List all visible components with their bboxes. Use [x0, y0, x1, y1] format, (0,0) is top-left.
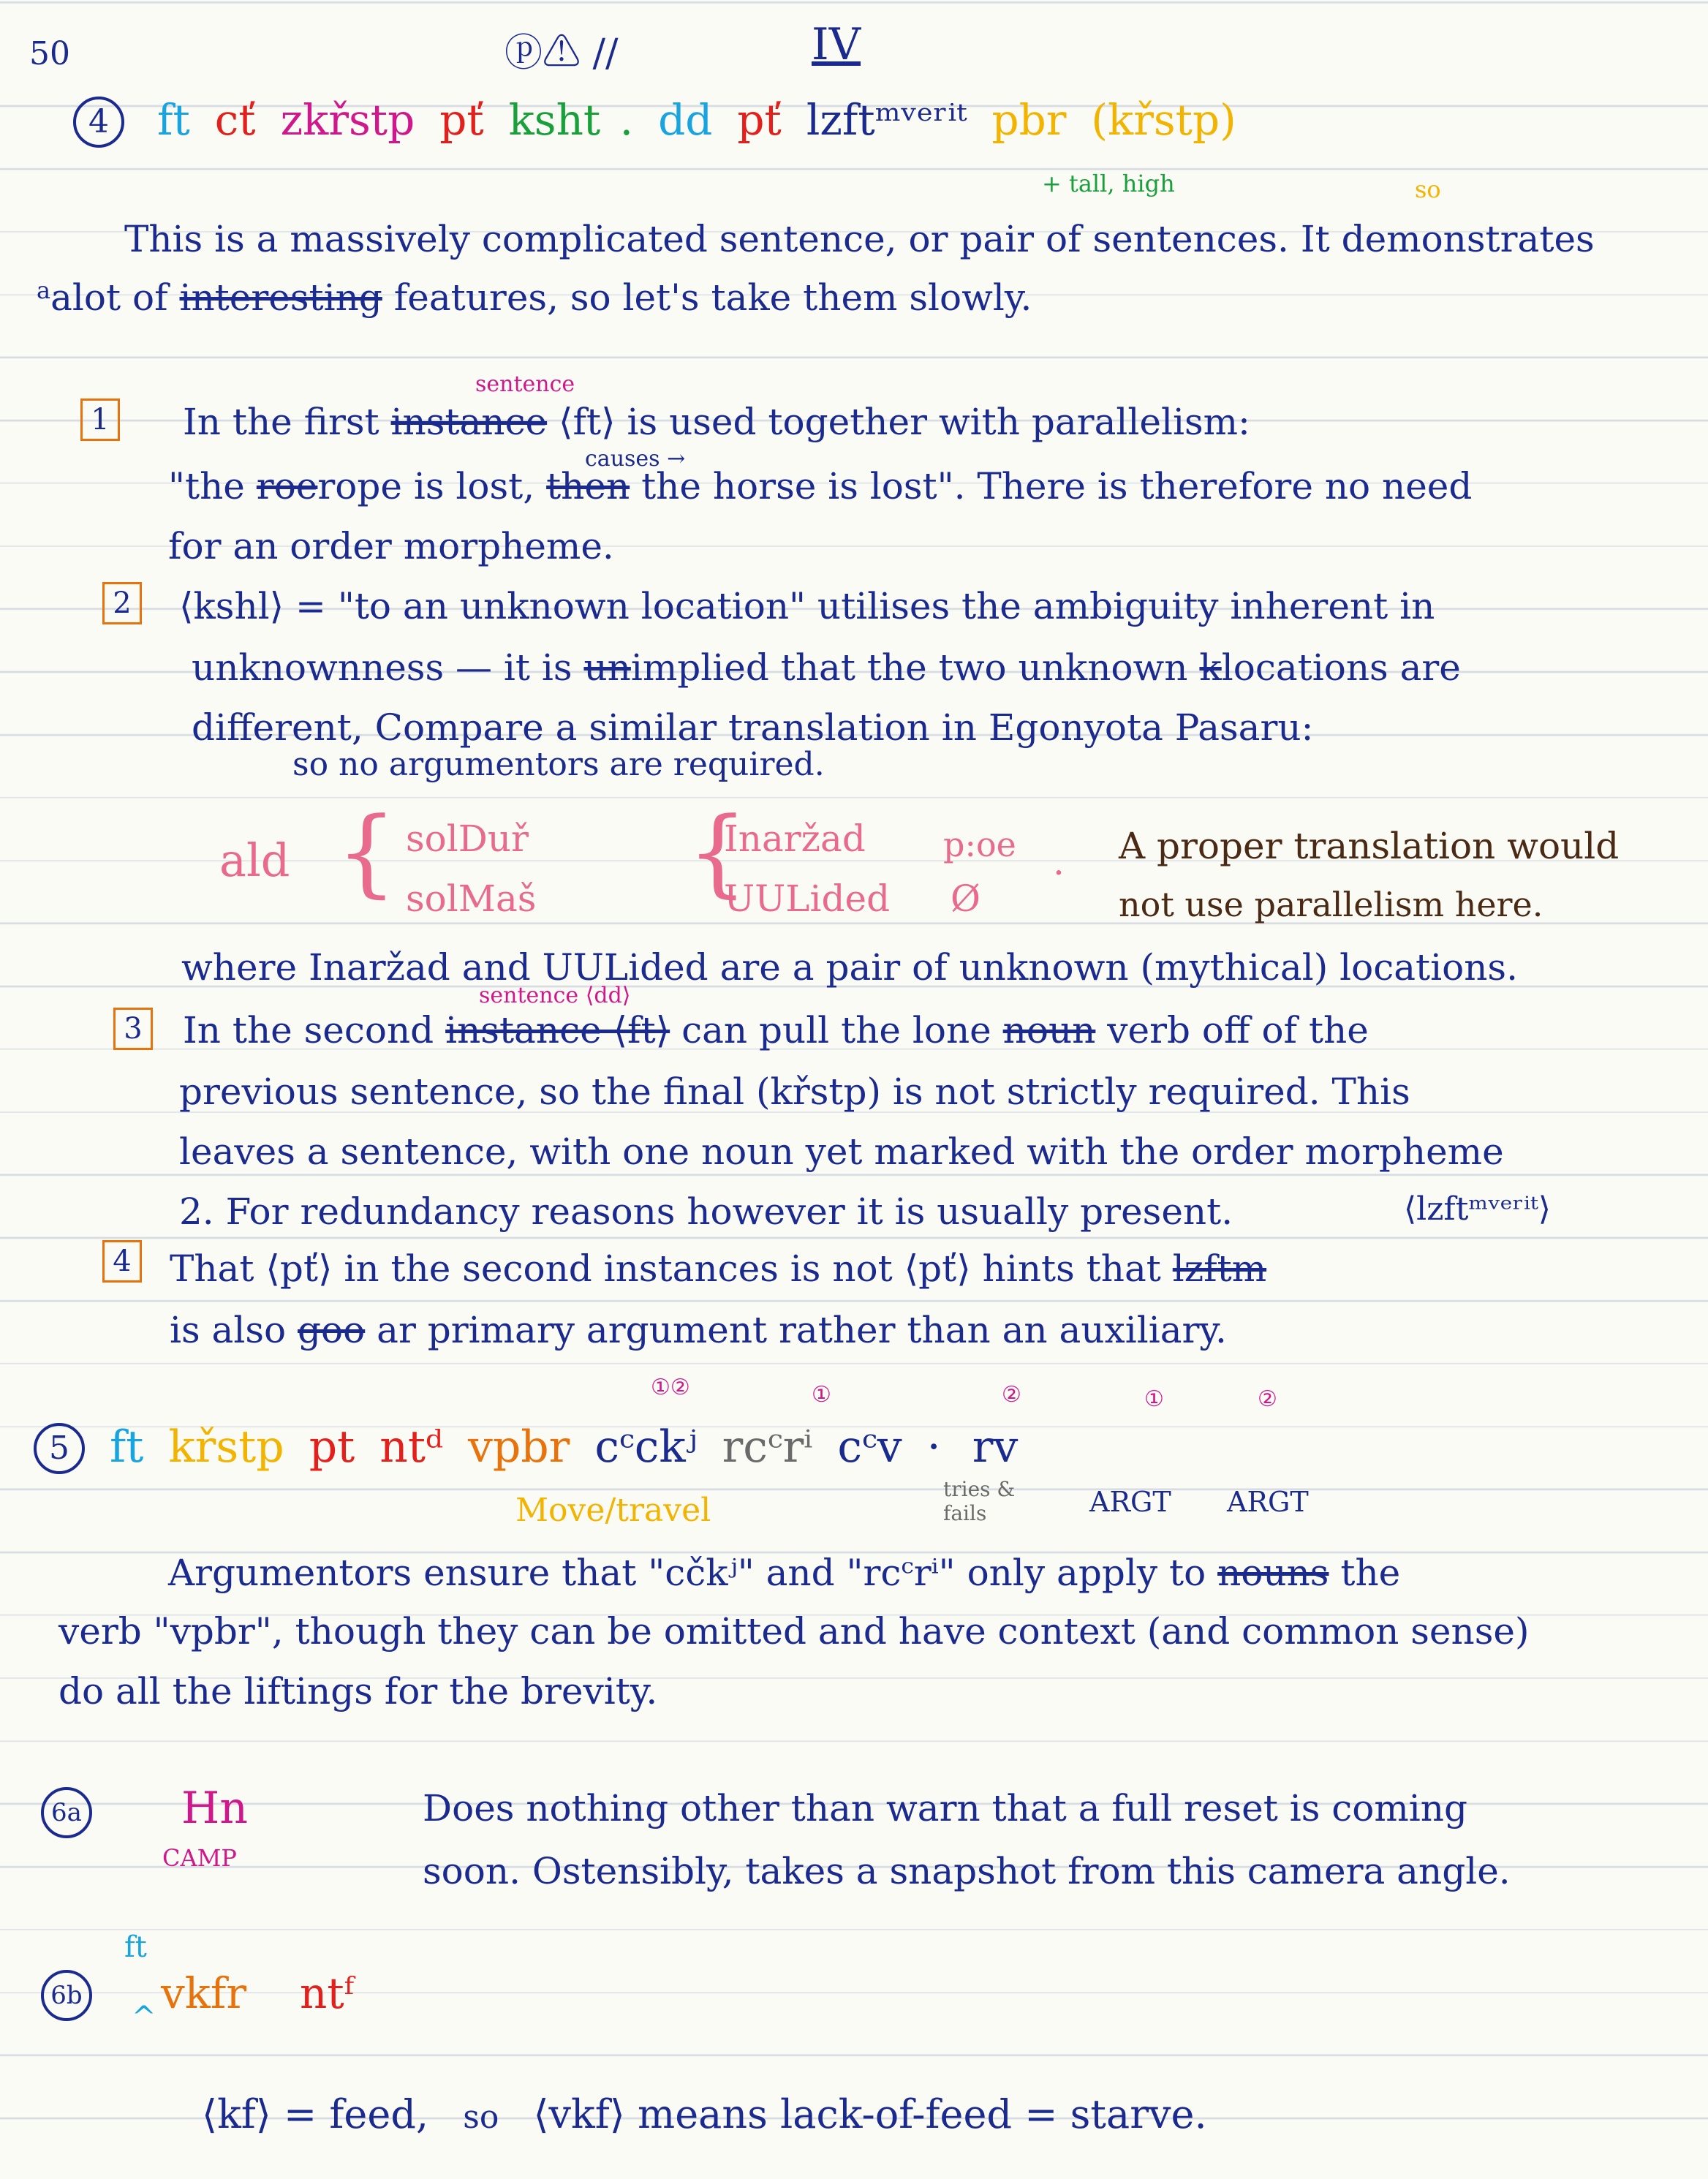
- note-tall-high: + tall, high: [1042, 170, 1175, 197]
- ex4-word-7: pť: [737, 95, 782, 145]
- ego-brace-2: {: [687, 796, 748, 907]
- ego-where: where Inaržad and UULided are a pair of unknown (mythical) locations.: [181, 946, 1518, 989]
- p1-line-2: "the roerope is lost, then the horse is lost". There is therefore no need: [168, 465, 1473, 507]
- p2-line-1: ⟨kshl⟩ = "to an unknown location" utilises the ambiguity inherent in: [179, 585, 1435, 627]
- ex5-word-3: pt: [309, 1421, 355, 1473]
- example-6a-number: 6a: [41, 1787, 92, 1838]
- ego-p2: Ø: [951, 877, 980, 920]
- ego-note-2: not use parallelism here.: [1119, 885, 1543, 924]
- ex6b-caret: ^: [132, 2001, 156, 2034]
- ex4-word-2: cť: [214, 95, 256, 145]
- ex5-text-1: Argumentors ensure that "cčkʲ" and "rcᶜrⁱ" only apply to nouns the: [168, 1552, 1401, 1594]
- p3-note-lzft: ⟨lzftᵐᵛᵉʳⁱᵗ⟩: [1404, 1190, 1551, 1228]
- point-3-marker: 3: [113, 1008, 153, 1050]
- point-1-marker: 1: [80, 399, 120, 441]
- intro-line-2: $^a$alot of interesting features, so let's take them slowly.: [37, 276, 1032, 319]
- ego-sol-1: solDuř: [406, 817, 529, 860]
- ego-dot: .: [1053, 841, 1065, 883]
- point-4-marker: 4: [102, 1240, 142, 1283]
- ex5-text-3: do all the liftings for the brevity.: [58, 1670, 658, 1712]
- ex5-mark-4: ①: [1144, 1386, 1164, 1412]
- ex5-mark-1: ①②: [651, 1375, 690, 1400]
- ego-brace-1: {: [336, 796, 397, 907]
- p2-line-2: unknownness — it is unimplied that the two unknown klocations are: [192, 646, 1461, 689]
- p4-line-2: is also goo ar primary argument rather than an auxiliary.: [170, 1309, 1227, 1351]
- p1-line-3: for an order morpheme.: [168, 525, 614, 567]
- example-6b-number: 6b: [41, 1970, 92, 2021]
- ex6b-word-1: vkfr: [161, 1968, 247, 2018]
- ex5-tries-fails: tries & fails: [943, 1477, 1016, 1525]
- ex5-word-7: rcᶜrⁱ: [722, 1421, 813, 1473]
- ex5-argt-1: ARGT: [1089, 1486, 1171, 1518]
- p3-above: sentence ⟨dd⟩: [479, 983, 631, 1008]
- p2-line-3: different, Compare a similar translation in Egonyota Pasaru:: [192, 706, 1314, 749]
- ex5-mark-3: ②: [1002, 1382, 1021, 1408]
- ego-ald: ald: [219, 834, 290, 887]
- ex5-move-travel: Move/travel: [515, 1492, 711, 1529]
- point-2-marker: 2: [102, 582, 142, 624]
- ex5-word-8: cᶜv: [837, 1421, 902, 1473]
- ex4-word-8: lzftᵐᵛᵉʳⁱᵗ: [806, 95, 967, 145]
- p1-line-1: In the first instance ⟨ft⟩ is used together with parallelism:: [183, 401, 1250, 443]
- p4-line-1: That ⟨pť⟩ in the second instances is not ⟨pť⟩ hints that lzftm: [170, 1247, 1267, 1290]
- p3-line-4: 2. For redundancy reasons however it is usually present.: [179, 1190, 1233, 1233]
- ex5-word-6: cᶜckʲ: [594, 1421, 698, 1473]
- ex6a-word: Hn: [181, 1783, 248, 1834]
- ex6b-top-ft: ft: [124, 1930, 147, 1964]
- ex6a-text-1: Does nothing other than warn that a full reset is coming: [423, 1787, 1467, 1829]
- ex4-word-10: (křstp): [1091, 95, 1236, 145]
- p3-line-2: previous sentence, so the final (křstp) is not strictly required. This: [179, 1070, 1410, 1113]
- ex4-word-6: dd: [658, 95, 713, 145]
- note-so: so: [1415, 175, 1441, 203]
- p1-above-sentence: sentence: [475, 371, 575, 397]
- ex5-mark-5: ②: [1258, 1386, 1277, 1412]
- ex5-word-9: · rv: [926, 1421, 1019, 1473]
- intro-line-1: This is a massively complicated sentence, or pair of sentences. It demonstrates: [124, 218, 1595, 260]
- ex6b-text: ⟨kf⟩ = feed, so ⟨vkf⟩ means lack-of-feed = starve.: [202, 2091, 1207, 2137]
- ex4-word-4: pť: [439, 95, 484, 145]
- ex5-text-2: verb "vpbr", though they can be omitted and have context (and common sense): [58, 1610, 1530, 1653]
- ego-sol-2: solMaš: [406, 877, 537, 920]
- ex5-word-1: ft: [110, 1421, 144, 1473]
- ex5-mark-2: ①: [812, 1382, 831, 1408]
- example-5-number: 5: [34, 1423, 85, 1474]
- ego-p1: p:oe: [943, 825, 1016, 864]
- page-number: 50: [29, 35, 70, 72]
- p3-line-1: In the second instance ⟨ft⟩ can pull the lone noun verb off of the: [183, 1009, 1369, 1051]
- example-4-sentence: [157, 95, 1261, 145]
- p1-causes: causes →: [585, 446, 686, 472]
- ex6a-label: CAMP: [162, 1844, 237, 1872]
- ex6a-text-2: soon. Ostensibly, takes a snapshot from this camera angle.: [423, 1850, 1511, 1892]
- ex4-word-3: zkřstp: [280, 95, 415, 145]
- header-symbols: ⓟ⚠ //: [505, 31, 619, 75]
- example-4-number: 4: [73, 97, 124, 148]
- ex4-word-5: ksht .: [508, 95, 634, 145]
- ego-loc-1: Inaržad: [724, 817, 866, 860]
- ex5-word-2: křstp: [168, 1421, 284, 1473]
- ex5-word-5: vpbr: [467, 1421, 570, 1473]
- p2-line-4: so no argumentors are required.: [292, 746, 825, 783]
- ex5-argt-2: ARGT: [1227, 1486, 1309, 1518]
- example-5-sentence: [110, 1421, 1043, 1473]
- ego-note-1: A proper translation would: [1119, 825, 1620, 867]
- header-roman: IV: [812, 19, 861, 70]
- ex5-word-4: ntᵈ: [379, 1421, 443, 1473]
- ego-loc-2: UULided: [724, 877, 891, 920]
- ex4-word-9: pbr: [991, 95, 1067, 145]
- ex4-word-1: ft: [157, 95, 190, 145]
- ex6b-word-2: ntᶠ: [300, 1968, 354, 2018]
- p3-line-3: leaves a sentence, with one noun yet marked with the order morpheme: [179, 1130, 1504, 1173]
